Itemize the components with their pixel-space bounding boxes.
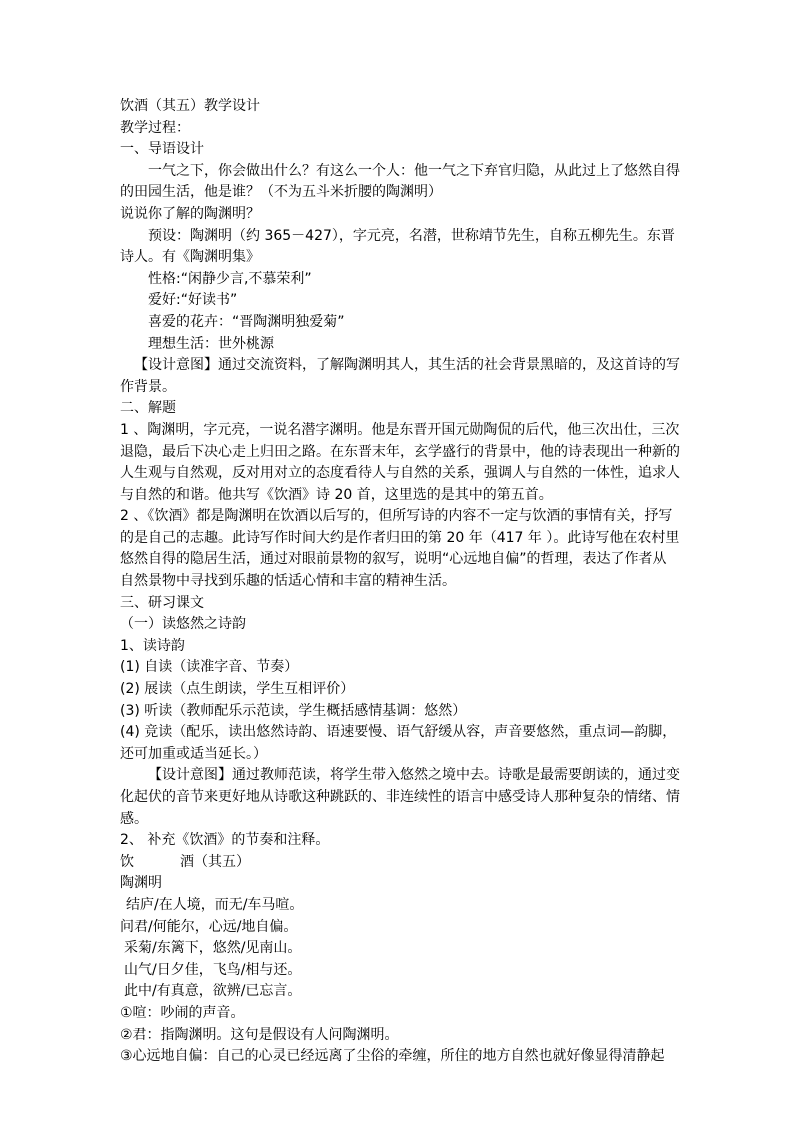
document-body: [120, 96, 680, 1068]
design-intent-2: 【设计意图】通过教师范读，将学生带入悠然之境中去。诗歌是最需要朗读的，通过变化起伏的音节来更好地从诗歌这种跳跃的、非连续性的语言中感受诗人那种复杂的情绪、情感。: [120, 767, 680, 827]
poem-title-b: 酒（其五）: [180, 853, 250, 870]
intro-paragraph: 一气之下，你会做出什么？有这么一个人：他一气之下弃官归隐，从此过上了悠然自得的田园生活，他是谁？（不为五斗米折腰的陶渊明）: [120, 162, 680, 201]
process-label: 教学过程：: [120, 119, 190, 136]
poem-line-3: 采菊/东篱下，悠然/见南山。: [124, 940, 302, 957]
flower-line: 喜爱的花卉：“晋陶渊明独爱菊”: [148, 313, 345, 330]
section-2-heading: 二、解题: [120, 400, 176, 417]
design-intent-1: 【设计意图】通过交流资料，了解陶渊明其人，其生活的社会背景黑暗的，及这首诗的写作背景。: [120, 357, 680, 395]
preset-paragraph: 预设：陶渊明（约 365－427），字元亮，名潜，世称靖节先生，自称五柳先生。东晋诗人。有《陶渊明集》: [120, 227, 675, 266]
document-title: 饮酒（其五）教学设计: [120, 98, 260, 114]
poem-line-1: 结庐/在人境，而无/车马喧。: [126, 896, 304, 913]
hobby-line: 爱好:“好读书”: [148, 292, 238, 309]
poem-line-4: 山气/日夕佳，飞鸟/相与还。: [124, 961, 302, 978]
note-2: ②君：指陶渊明。这句是假设有人问陶渊明。: [120, 1026, 399, 1043]
section-1-heading: 一、导语设计: [120, 141, 204, 158]
note-1: ①喧：吵闹的声音。: [120, 1004, 245, 1021]
read-step-3: (3) 听读（教师配乐示范读，学生概括感情基调：悠然）: [120, 702, 467, 719]
title-explanation-2: 2 、《饮酒》都是陶渊明在饮酒以后写的，但所写诗的内容不一定与饮酒的事情有关，抒写的是自己的志趣。此诗写作时间大约是作者归田的第 20 年（417 年 ）。此诗写他在农村里悠然自得的隐居生活，通过对眼前景物的叙写，说明“心远地自偏”的哲理，表达了作者从自然景物中寻找到乐趣的恬适心情和丰富的精神生活。: [120, 508, 680, 590]
read-heading: 1、读诗韵: [120, 637, 185, 654]
poem-line-5: 此中/有真意，欲辨/已忘言。: [124, 983, 302, 1000]
poem-author: 陶渊明: [120, 875, 162, 892]
note-3: ③心远地自偏：自己的心灵已经远离了尘俗的牵缠，所住的地方自然也就好像显得清静起: [120, 1048, 665, 1065]
subsection-heading: （一）读悠然之诗韵: [120, 616, 246, 633]
ideal-line: 理想生活：世外桃源: [148, 335, 274, 352]
read-step-2: (2) 展读（点生朗读，学生互相评价）: [120, 681, 355, 698]
question-line: 说说你了解的陶渊明？: [120, 205, 260, 222]
section-3-heading: 三、研习课文: [120, 594, 204, 611]
poem-line-2: 问君/何能尔，心远/地自偏。: [120, 918, 298, 935]
trait-line: 性格:“闲静少言,不慕荣利”: [148, 270, 312, 287]
poem-title: [120, 852, 680, 874]
read-step-4: (4) 竞读（配乐，读出悠然诗韵、语速要慢、语气舒缓从容，声音要悠然，重点词—韵脚，还可加重或适当延长。）: [120, 724, 677, 762]
supplement-item: 2、 补充《饮酒》的节奏和注释。: [120, 832, 330, 849]
read-step-1: (1) 自读（读准字音、节奏）: [120, 659, 299, 676]
title-explanation-1: 1 、陶渊明，字元亮，一说名潜字渊明。他是东晋开国元勋陶侃的后代，他三次出仕，三次退隐，最后下决心走上归田之路。在东晋末年，玄学盛行的背景中，他的诗表现出一种新的人生观与自然观，反对用对立的态度看待人与自然的关系，强调人与自然的一体性，追求人与自然的和谐。他共写《饮酒》诗 20 首，这里选的是其中的第五首。: [120, 421, 680, 503]
poem-title-a: 饮: [120, 853, 134, 870]
